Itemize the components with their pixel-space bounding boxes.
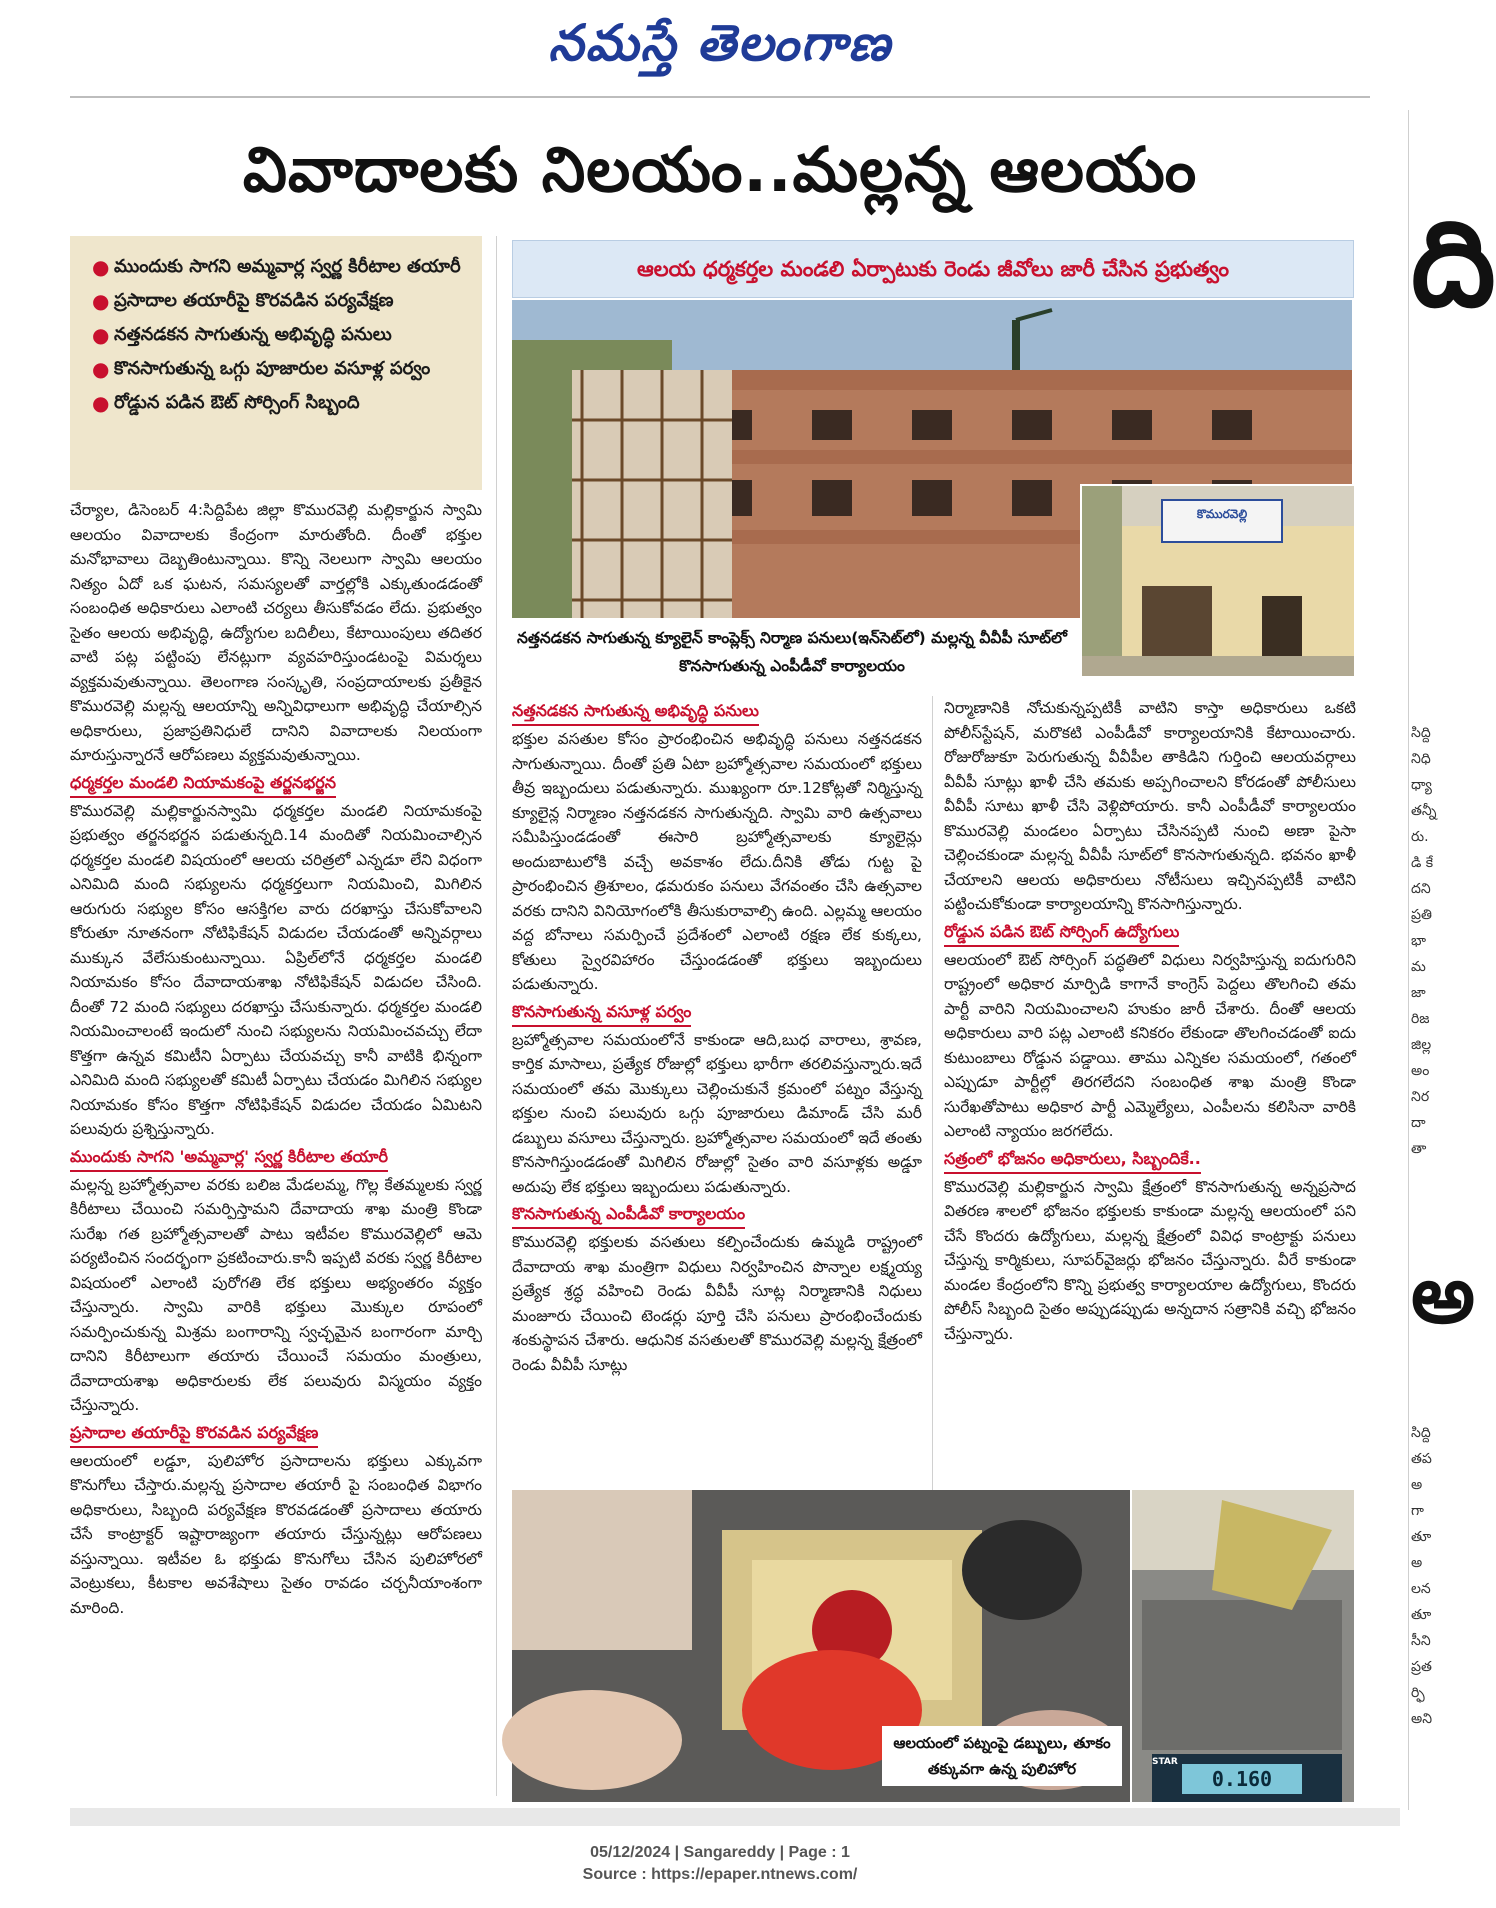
strip-line: అని <box>1411 1711 1433 1727</box>
strip-line: దని <box>1411 881 1431 897</box>
subheading: ముందుకు సాగని 'అమ్మవార్ల' స్వర్ణ కిరీటాల తయారీ <box>70 1144 388 1172</box>
strip-line: నిధి <box>1411 751 1431 767</box>
column-divider <box>932 696 933 1496</box>
scale-reading: 0.160 <box>1211 1767 1273 1791</box>
strip-line: అం <box>1411 1063 1430 1079</box>
strip-line: జిల్ల <box>1411 1037 1432 1053</box>
banner-subheadline: ఆలయ ధర్మకర్తల మండలి ఏర్పాటుకు రెండు జీవోలు జారీ చేసిన ప్రభుత్వం <box>512 240 1354 298</box>
strip-line: నిర <box>1411 1089 1430 1105</box>
highlight-text: నత్తనడకన సాగుతున్న అభివృద్ధి పనులు <box>114 324 392 345</box>
footer-source: Source : https://epaper.ntnews.com/ <box>582 1866 858 1883</box>
strip-line: ర్ఫి <box>1411 1685 1425 1701</box>
strip-line: భా <box>1411 933 1427 949</box>
article-column-1 <box>70 498 482 1798</box>
highlight-text: ముందుకు సాగని అమ్మవార్ల స్వర్ణ కిరీటాల తయారీ <box>114 256 461 277</box>
inset-sign-text: కొమురవెల్లి <box>1196 507 1248 521</box>
highlight-item <box>88 318 466 352</box>
highlight-item <box>88 284 466 318</box>
paragraph: నిర్మాణానికి నోచుకున్నప్పటికీ వాటిని కాస్తా అధికారులు ఒకటి పోలీస్‌స్టేషన్, మరొకటి ఎంపీడీవో కార్యాలయానికి కేటాయించారు. రోజురోజుకూ పెరుగుతున్న వీవీపీల తాకిడిని గుర్తించి ఆలయవర్గాలు వీవీపీ సూట్లు ఖాళీ చేసి తమకు అప్పగించాలని కోరడంతో పోలీసులు వీవీపీ సూటు ఖాళీ చేసి వెళ్లిపోయారు. కానీ ఎంపీడీవో కార్యాలయం కొమురవెల్లి మండలం ఏర్పాటు చేసినప్పటి నుంచి అణా పైసా చెల్లించకుండా మల్లన్న వీవీపీ సూట్‌లో కొనసాగుతున్నది. భవనం ఖాళీ చేయాలని ఆలయ అధికారులు నోటీసులు ఇచ్చినప్పటికీ వాటిని పట్టించుకోకుండా కార్యాలయాన్ని కొనసాగిస్తున్నారు. <box>944 699 1356 913</box>
subheading: నత్తనడకన సాగుతున్న అభివృద్ధి పనులు <box>512 698 759 726</box>
strip-line: అ <box>1411 1555 1423 1571</box>
subheading: సత్రంలో భోజనం అధికారులు, సిబ్బందికే.. <box>944 1146 1201 1174</box>
subheading: కొనసాగుతున్న ఎంపీడీవో కార్యాలయం <box>512 1201 745 1229</box>
strip-line: లన <box>1411 1581 1431 1597</box>
bullet-icon: ● <box>92 289 110 313</box>
strip-line: రిజ <box>1411 1011 1430 1027</box>
footer-rule <box>70 1808 1400 1826</box>
masthead: నమస్తే తెలంగాణ <box>548 13 892 72</box>
subheading: ధర్మకర్తల మండలి నియామకంపై తర్జనభర్జన <box>70 770 336 798</box>
highlight-item <box>88 250 466 284</box>
bullet-icon: ● <box>92 323 110 347</box>
strip-line: తూ <box>1411 1607 1432 1623</box>
strip-big-letter: ది <box>1411 195 1496 334</box>
strip-line: సిద్ది <box>1411 725 1431 741</box>
strip-line: తన్నీ <box>1411 803 1437 819</box>
strip-big-letter: అ <box>1411 1248 1475 1341</box>
paragraph: కొమురవెల్లి మల్లికార్జున స్వామి క్షేత్రంలో కొనసాగుతున్న అన్నప్రసాద వితరణ శాలలో భోజనం భక్తులకు కాకుండా మల్లన్న ఆలయంలో పని చేసే కొందరు ఉద్యోగులు, మల్లన్న క్షేత్రంలో వివిధ కాంట్రాక్టు పనులు చేస్తున్న కార్మికులు, సూపర్‌వైజర్లు భోజనం చేస్తున్నారు. వీరే కాకుండా మండల కేంద్రంలోని కొన్ని ప్రభుత్వ కార్యాలయాల ఉద్యోగులు, కొందరు పోలీస్ సిబ్బంది సైతం అప్పుడప్పుడు అన్నదాన సత్రానికి వచ్చి భోజనం చేస్తున్నారు. <box>944 1177 1356 1343</box>
strip-line: తప <box>1411 1451 1432 1467</box>
strip-line: అ <box>1411 1477 1423 1493</box>
highlight-text: కొనసాగుతున్న ఒగ్గు పూజారుల వసూళ్ల పర్వం <box>114 358 431 379</box>
strip-line: ప్రత <box>1411 1659 1432 1675</box>
paragraph: చేర్యాల, డిసెంబర్ 4:సిద్దిపేట జిల్లా కొమురవెల్లి మల్లికార్జున స్వామి ఆలయం వివాదాలకు కేంద్రంగా మారుతోంది. దీంతో భక్తుల మనోభావాలు దెబ్బతింటున్నాయి. కొన్ని నెలలుగా స్వామి ఆలయం నిత్యం ఏదో ఒక ఘటన, సమస్యలతో వార్తల్లోకి ఎక్కుతుండడంతో సంబంధిత అధికారులు ఎలాంటి చర్యలు తీసుకోవడం లేదు. ప్రభుత్వం సైతం ఆలయ అభివృద్ధి, ఉద్యోగుల బదిలీలు, కేటాయింపులు తదితర వాటి పట్ల పట్టింపు లేనట్లుగా వ్యవహరిస్తుండటంపై విమర్శలు వ్యక్తమవుతున్నాయి. తెలంగాణ సంస్కృతి, సంప్రదాయాలకు ప్రతీకైన కొమురవెల్లి మల్లన్న ఆలయాన్ని అన్నివిధాలుగా అభివృద్ధి చేయాల్సిన అధికారులు, ప్రజాప్రతినిధులే దానిని వివాదాలకు నిలయంగా మారుస్తున్నారనే ఆరోపణలు వ్యక్తమవుతున్నాయి. <box>70 501 482 764</box>
column-divider <box>496 236 497 1796</box>
strip-line: డి కే <box>1411 855 1434 871</box>
paragraph: కొమురవెల్లి భక్తులకు వసతులు కల్పించేందుకు ఉమ్మడి రాష్ట్రంలో దేవాదాయ శాఖ మంత్రిగా విధులు నిర్వహించిన పొన్నాల లక్ష్మయ్య ప్రత్యేక శ్రద్ధ వహించి రెండు వీవీపీ సూట్ల నిర్మాణానికి నిధులు మంజూరు చేయించి టెండర్లు పూర్తి చేసి పనులు ప్రారంభించేందుకు శంకుస్థాపన చేశారు. ఆధునిక వసతులతో కొమురవెల్లి మల్లన్న క్షేత్రంలో రెండు వీవీపీ సూట్లు <box>512 1233 922 1374</box>
bullet-icon: ● <box>92 391 110 415</box>
strip-line: దా <box>1411 1115 1426 1131</box>
bullet-icon: ● <box>92 357 110 381</box>
highlight-item <box>88 386 466 420</box>
strip-line: జా <box>1411 985 1426 1001</box>
footer <box>0 1842 1440 1886</box>
strip-line: మ <box>1411 959 1426 975</box>
strip-line: ప్రతి <box>1411 907 1432 923</box>
highlight-item <box>88 352 466 386</box>
bullet-icon: ● <box>92 255 110 279</box>
inset-office-photo <box>1080 484 1356 678</box>
strip-line: గా <box>1411 1503 1424 1519</box>
highlight-text: రోడ్డున పడిన ఔట్ సోర్సింగ్ సిబ్బంది <box>114 392 360 413</box>
footer-date-edition: 05/12/2024 | Sangareddy | Page : 1 <box>590 1844 850 1861</box>
scale-photo <box>1132 1490 1354 1802</box>
adjacent-article-strip <box>1408 110 1496 1810</box>
offering-photo <box>512 1490 1130 1802</box>
strip-line: ధ్యా <box>1411 777 1432 793</box>
highlights-box <box>70 236 482 490</box>
strip-line: తూ <box>1411 1529 1432 1545</box>
subheading: ప్రసాదాల తయారీపై కొరవడిన పర్యవేక్షణ <box>70 1420 318 1448</box>
paragraph: కొమురవెల్లి మల్లికార్జునస్వామి ధర్మకర్తల మండలి నియామకంపై ప్రభుత్వం తర్జనభర్జన పడుతున్నది.14 మందితో నియమించాల్సిన ధర్మకర్తల మండలి విషయంలో ఆలయ చరిత్రలో ఎన్నడూ లేని విధంగా ఎనిమిది మంది సభ్యులను ధర్మకర్తలుగా నియమించి, మిగిలిన ఆరుగురు సభ్యుల కోసం ఆసక్తిగల వారు దరఖాస్తు చేసుకోవాలని కోరుతూ నూతనంగా నోటిఫికేషన్ విడుదల చేయడంతో అన్నివర్గాలు ముక్కున వేలేసుకుంటున్నాయి. ఏప్రిల్‌లోనే ధర్మకర్తల మండలి నియామకం కోసం దేవాదాయశాఖ నోటిఫికేషన్ విడుదల చేసింది. దీంతో 72 మంది సభ్యులు దరఖాస్తు చేసుకున్నారు. ధర్మకర్తల మండలి నియమించాలంటే ఇందులో నుంచి సభ్యులను నియమించవచ్చు లేదా కొత్తగా ఉన్నవ కమిటీని ఏర్పాటు చేయవచ్చు కానీ వాటికి భిన్నంగా ఎనిమిది మంది సభ్యులతో కమిటీ ఏర్పాటు చేయడం మిగిలిన సభ్యుల నియామకం కోసం కొత్తగా నోటిఫికేషన్ విడుదల చేయడం ఏమిటని పలువురు ప్రశ్నిస్తున్నారు. <box>70 801 482 1138</box>
paragraph: మల్లన్న బ్రహ్మోత్సవాల వరకు బలిజ మేడలమ్మ, గొల్ల కేతమ్మలకు స్వర్ణ కిరీటాలు చేయించి సమర్పిస్తామని దేవాదాయ శాఖ మంత్రి కొండా సురేఖ గత బ్రహ్మోత్సవాలతో పాటు ఇటీవల కొమురవెల్లిలో ఆమె పర్యటించిన సందర్భంగా ప్రకటించారు.కానీ ఇప్పటి వరకు స్వర్ణ కిరీటాల విషయంలో ఎలాంటి పురోగతి లేక భక్తులు అభ్యంతరం వ్యక్తం చేస్తున్నారు. స్వామి వారికి భక్తులు మొక్కుల రూపంలో సమర్పించుకున్న మిశ్రమ బంగారాన్ని స్వచ్ఛమైన బంగారంగా మార్చి దానిని కిరీటాలుగా తయారు చేయించే సమయం మంత్రులు, దేవాదాయశాఖ అధికారులకు లేక పలువురు విస్మయం వ్యక్తం చేస్తున్నారు. <box>70 1175 482 1414</box>
offering-photo-caption: ఆలయంలో పట్నంపై డబ్బులు, తూకం తక్కువగా ఉన్న పులిహోర <box>882 1726 1122 1786</box>
paragraph: భక్తుల వసతుల కోసం ప్రారంభించిన అభివృద్ధి పనులు నత్తనడకన సాగుతున్నాయి. దీంతో ప్రతి ఏటా బ్రహ్మోత్సవాల సమయంలో భక్తులు తీవ్ర ఇబ్బందులు పడుతున్నారు. ముఖ్యంగా రూ.12కోట్లతో నిర్మిస్తున్న క్యూలైన్ల నిర్మాణం నత్తనడకన సాగుతున్నది. స్వామి వారి ఉత్సవాలు సమీపిస్తుండడంతో ఈసారి బ్రహ్మోత్సవాలకు క్యూలైన్లు అందుబాటులోకి వచ్చే అవకాశం లేదు.దీనికి తోడు గుట్ట పై ప్రారంభించిన త్రిశూలం, ఢమరుకం పనులు వేగవంతం చేసి ఉత్సవాల వరకు దానిని వినియోగంలోకి తీసుకురావాల్సి ఉంది. ఎల్లమ్మ ఆలయం వద్ద బోనాలు సమర్పించే ప్రదేశంలో ఎలాంటి రక్షణ లేక కుక్కలు, కోతులు స్వైరవిహారం చేస్తుండడంతో భక్తులు ఇబ్బందులు పడుతున్నారు. <box>512 730 922 993</box>
scale-brand-label: STAR <box>1152 1757 1178 1767</box>
article-column-2 <box>512 696 922 1496</box>
strip-line: తా <box>1411 1141 1427 1157</box>
building-photo-caption: నత్తనడకన సాగుతున్న క్యూలైన్ కాంప్లెక్స్ నిర్మాణ పనులు(ఇన్‌సెట్‌లో) మల్లన్న వీవీపీ సూట్‌లో కొనసాగుతున్న ఎంపీడీవో కార్యాలయం <box>512 618 1072 684</box>
subheading: రోడ్డున పడిన ఔట్ సోర్సింగ్ ఉద్యోగులు <box>944 919 1179 947</box>
strip-line: రు. <box>1411 829 1429 845</box>
strip-line: సిద్ది <box>1411 1425 1431 1441</box>
headline: వివాదాలకు నిలయం..మల్లన్న ఆలయం <box>242 133 1198 206</box>
article-column-3 <box>944 696 1356 1496</box>
top-rule <box>70 96 1370 98</box>
paragraph: బ్రహ్మోత్సవాల సమయంలోనే కాకుండా ఆది,బుధ వారాలు, శ్రావణ, కార్తిక మాసాలు, ప్రత్యేక రోజుల్లో భక్తులు భారీగా తరలివస్తున్నారు.ఇదే సమయంలో తమ మొక్కులు చెల్లించుకునే క్రమంలో పట్నం వేస్తున్న భక్తుల నుంచి పలువురు ఒగ్గు పూజారులు డిమాండ్ చేసి మరీ డబ్బులు వసూలు చేస్తున్నారు. బ్రహ్మోత్సవాల సమయంలో ఇదే తంతు కొనసాగిస్తుండడంతో మిగిలిన రోజుల్లో సైతం వారి వసూళ్లకు అడ్డూ అదుపు లేక భక్తులు ఇబ్బందులు పడుతున్నారు. <box>512 1030 922 1196</box>
highlight-text: ప్రసాదాల తయారీపై కొరవడిన పర్యవేక్షణ <box>114 290 394 311</box>
paragraph: ఆలయంలో ఔట్ సోర్సింగ్ పద్ధతిలో విధులు నిర్వహిస్తున్న ఐదుగురిని రాష్ట్రంలో అధికార మార్పిడి కాగానే కాంగ్రెస్ పెద్దలు తొలగించి తమ పార్టీ వారిని నియమించాలని హుకుం జారీ చేశారు. దీంతో ఆలయ అధికారులు వారి పట్ల ఎలాంటి కనికరం లేకుండా తొలగించడంతో ఐదు కుటుంబాలు రోడ్డున పడ్డాయి. తాము ఎన్నికల సమయంలో, గతంలో ఎప్పుడూ పార్టీల్లో తిరగలేదని సంబంధిత శాఖ మంత్రి కొండా సురేఖతోపాటు అధికార పార్టీ ఎమ్మెల్యేలు, ఎంపీలను కలిసినా వారికి ఎలాంటి న్యాయం జరగలేదు. <box>944 950 1356 1140</box>
subheading: కొనసాగుతున్న వసూళ్ల పర్వం <box>512 999 691 1027</box>
strip-line: సీని <box>1411 1633 1431 1649</box>
paragraph: ఆలయంలో లడ్డూ, పులిహోర ప్రసాదాలను భక్తులు ఎక్కువగా కొనుగోలు చేస్తారు.మల్లన్న ప్రసాదాల తయారీ పై సంబంధిత విభాగం అధికారులు, సిబ్బంది పర్యవేక్షణ కొరవడడంతో ప్రసాదాలు తయారు చేసే కాంట్రాక్టర్ ఇష్టారాజ్యంగా తయారు చేస్తున్నట్లు ఆరోపణలు వస్తున్నాయి. ఇటీవల ఓ భక్తుడు కొనుగోలు చేసిన పులిహోరలో వెంట్రుకలు, కీటకాల అవశేషాలు సైతం రావడం చర్చనీయాంశంగా మారింది. <box>70 1451 482 1617</box>
